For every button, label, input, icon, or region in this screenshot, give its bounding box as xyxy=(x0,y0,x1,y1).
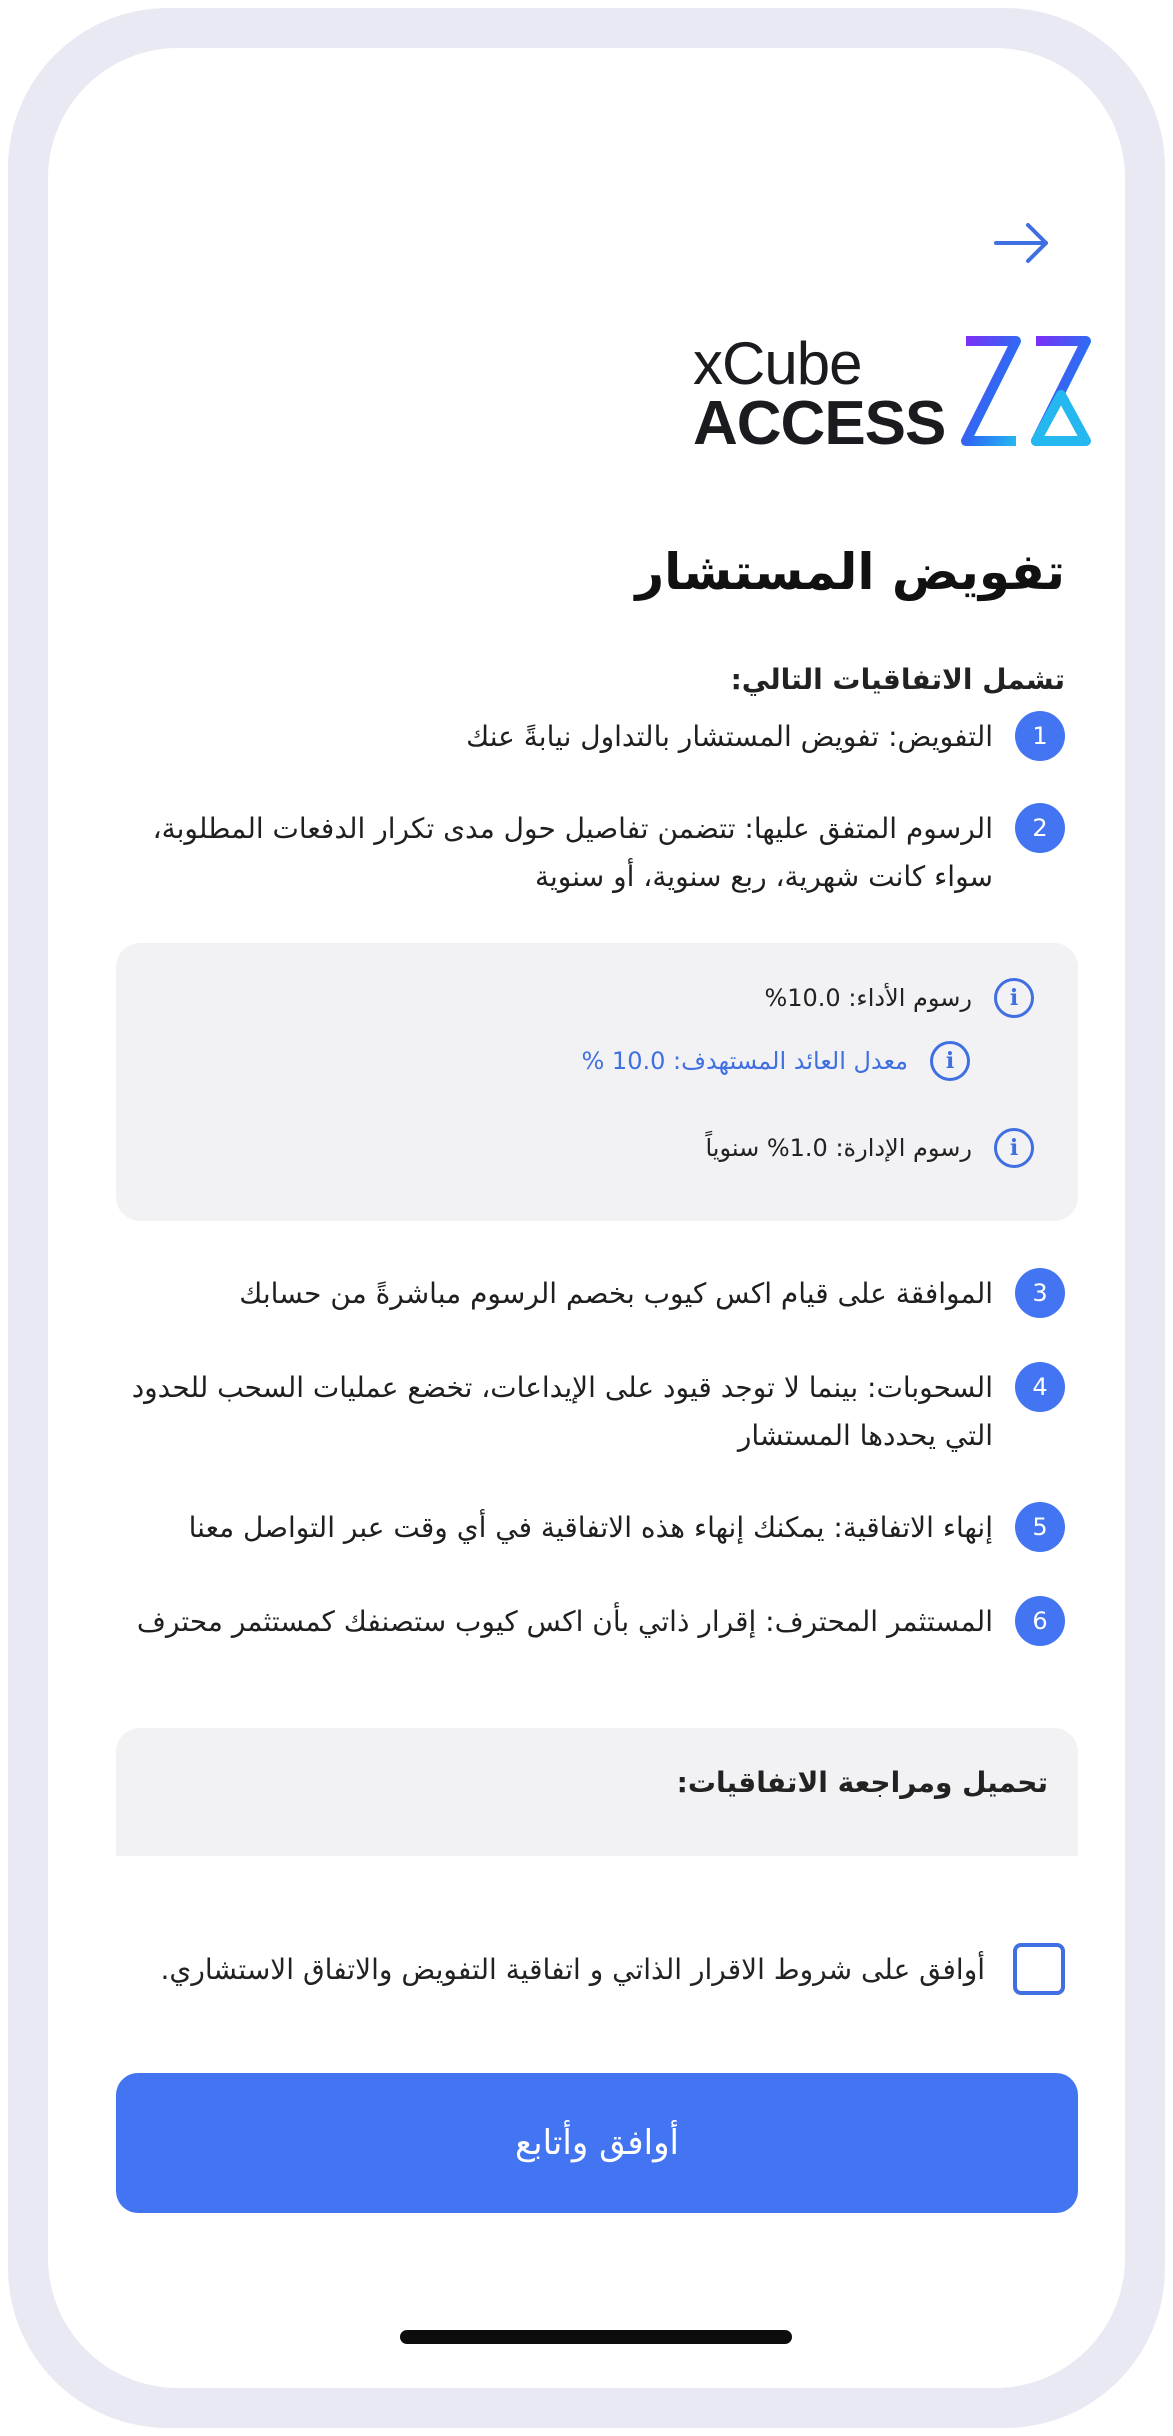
step-number-badge: 2 xyxy=(1015,803,1065,853)
app-screen xyxy=(48,48,1125,2388)
agreement-text: التفويض: تفويض المستشار بالتداول نيابةً عنك xyxy=(466,720,993,753)
download-agreements-label: تحميل ومراجعة الاتفاقيات: xyxy=(676,1766,1048,1799)
agreement-item-6 xyxy=(115,1598,1065,1646)
device-frame xyxy=(8,8,1165,2428)
logo-line-xcube: xCube xyxy=(693,330,862,397)
agreements-subtitle: تشمل الاتفاقيات التالي: xyxy=(730,663,1065,696)
agreement-text: الرسوم المتفق عليها: تتضمن تفاصيل حول مدى تكرار الدفعات المطلوبة، سواء كانت شهرية، ربع سنوية، أو سنوية xyxy=(152,812,993,893)
agreement-item-3 xyxy=(115,1270,1065,1318)
target-return-text: معدل العائد المستهدف: 10.0 % xyxy=(581,1047,908,1075)
management-fee-row xyxy=(705,1128,1034,1168)
step-number-badge: 5 xyxy=(1015,1502,1065,1552)
management-fee-text: رسوم الإدارة: 1.0% سنوياً xyxy=(705,1134,972,1162)
step-number-badge: 6 xyxy=(1015,1596,1065,1646)
agreement-item-2 xyxy=(115,805,1065,901)
performance-fee-text: رسوم الأداء: 10.0% xyxy=(764,984,972,1012)
agreement-item-5 xyxy=(115,1504,1065,1552)
target-return-row xyxy=(581,1041,970,1081)
info-icon[interactable]: i xyxy=(994,978,1034,1018)
page-title: تفويض المستشار xyxy=(635,543,1065,601)
agreement-text: المستثمر المحترف: إقرار ذاتي بأن اكس كيوب ستصنفك كمستثمر محترف xyxy=(136,1605,993,1638)
step-number-badge: 1 xyxy=(1015,711,1065,761)
fees-panel xyxy=(116,943,1078,1221)
performance-fee-row xyxy=(764,978,1034,1018)
download-agreements-panel[interactable] xyxy=(116,1728,1078,1856)
agree-terms-label: أوافق على شروط الاقرار الذاتي و اتفاقية التفويض والاتفاق الاستشاري. xyxy=(160,1952,985,1986)
info-icon[interactable]: i xyxy=(930,1041,970,1081)
agreement-item-4 xyxy=(115,1364,1065,1460)
agreement-item-1 xyxy=(115,713,1065,761)
logo-line-access: ACCESS xyxy=(693,389,946,458)
agreement-text: الموافقة على قيام اكس كيوب بخصم الرسوم مباشرةً من حسابك xyxy=(239,1277,993,1310)
step-number-badge: 3 xyxy=(1015,1268,1065,1318)
arrow-right-icon xyxy=(988,208,1058,278)
agreement-text: إنهاء الاتفاقية: يمكنك إنهاء هذه الاتفاقية في أي وقت عبر التواصل معنا xyxy=(188,1511,993,1544)
step-number-badge: 4 xyxy=(1015,1362,1065,1412)
logo-wordmark xyxy=(693,330,946,458)
xcube-logo-mark-icon xyxy=(958,333,1093,453)
xcube-access-logo xyxy=(693,330,1118,463)
agree-terms-row[interactable] xyxy=(161,1943,1065,1995)
agree-continue-button[interactable]: أوافق وأتابع xyxy=(116,2073,1078,2213)
agreement-text: السحوبات: بينما لا توجد قيود على الإيداعات، تخضع عمليات السحب للحدود التي يحددها المستشار xyxy=(131,1371,993,1452)
back-button[interactable] xyxy=(988,208,1058,278)
info-icon[interactable]: i xyxy=(994,1128,1034,1168)
agree-checkbox[interactable] xyxy=(1013,1943,1065,1995)
home-indicator[interactable] xyxy=(400,2330,792,2344)
